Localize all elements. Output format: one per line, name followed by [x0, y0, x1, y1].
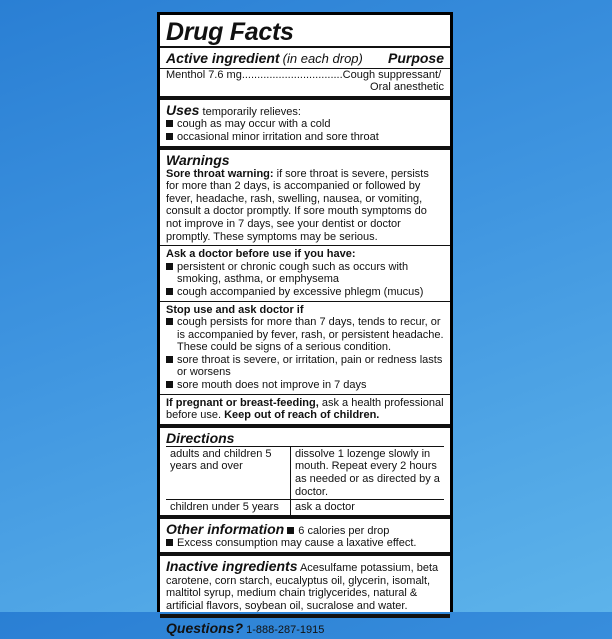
list-item: sore mouth does not improve in 7 days	[166, 379, 444, 392]
directions-table	[166, 446, 444, 515]
stop-use-heading: Stop use and ask doctor if	[166, 303, 304, 316]
bullet-square-icon	[166, 381, 173, 388]
drug-facts-panel	[157, 12, 453, 637]
questions-heading: Questions?	[166, 620, 244, 637]
other-information-heading: Other information	[166, 520, 285, 537]
questions-phone: 1-888-287-1915	[246, 624, 325, 637]
drug-facts-title: Drug Facts	[166, 18, 294, 46]
uses-intro: temporarily relieves:	[202, 105, 301, 118]
drug-facts-label	[160, 15, 450, 637]
inactive-ingredients-heading: Inactive ingredients	[166, 558, 298, 574]
stop-use-section	[160, 301, 450, 394]
warnings-section	[160, 146, 450, 246]
directions-section	[160, 424, 450, 515]
purpose-heading: Purpose	[387, 50, 444, 66]
table-row	[166, 446, 444, 499]
keep-out-of-reach: Keep out of reach of children.	[224, 409, 380, 422]
purpose-continuation: Oral anesthetic	[370, 81, 444, 94]
active-ingredient-section	[160, 46, 450, 96]
list-item: persistent or chronic cough such as occurs with smoking, asthma, or emphysema	[166, 261, 444, 286]
list-item: occasional minor irritation and sore throat	[166, 131, 444, 144]
bullet-square-icon	[166, 539, 173, 546]
table-cell: ask a doctor	[291, 500, 445, 515]
table-cell: children under 5 years	[166, 500, 291, 515]
bullet-square-icon	[166, 288, 173, 295]
bullet-square-icon	[166, 356, 173, 363]
active-ingredient-note: (in each drop)	[282, 51, 363, 66]
list-item: cough accompanied by excessive phlegm (mucus)	[166, 286, 444, 299]
directions-heading: Directions	[166, 429, 235, 446]
table-row	[166, 500, 444, 515]
list-item: sore throat is severe, or irritation, pain or redness lasts or worsens	[166, 354, 444, 379]
bullet-square-icon	[166, 120, 173, 127]
active-ingredient-heading: Active ingredient	[166, 50, 280, 66]
active-ingredient-line: Menthol 7.6 mg.................................Cough suppressant/	[166, 68, 442, 81]
bullet-square-icon	[166, 133, 173, 140]
list-item: cough as may occur with a cold	[166, 118, 444, 131]
uses-heading: Uses	[166, 101, 200, 118]
pregnancy-section: If pregnant or breast-feeding, ask a health professional before use. Keep out of reach of children.	[160, 394, 450, 424]
list-item: cough persists for more than 7 days, tends to recur, or is accompanied by fever, rash, or persistent headache. These could be signs of a serious condition.	[166, 316, 444, 354]
other-information-section: Other information 6 calories per drop Excess consumption may cause a laxative effect.	[160, 515, 450, 552]
table-cell: adults and children 5 years and over	[166, 446, 291, 499]
bullet-square-icon	[166, 318, 173, 325]
questions-section	[160, 614, 450, 639]
bullet-square-icon	[166, 263, 173, 270]
table-cell: dissolve 1 lozenge slowly in mouth. Repeat every 2 hours as needed or as directed by a doctor.	[295, 447, 440, 498]
list-item: Excess consumption may cause a laxative effect.	[166, 537, 444, 550]
bullet-square-icon	[287, 527, 294, 534]
sore-throat-warning: Sore throat warning: if sore throat is severe, persists for more than 2 days, is accompanied or followed by fever, headache, rash, swelling, nausea, or vomiting, consult a doctor promptly. If sore mouth symptoms do not improve in 7 days, see your dentist or doctor promptly. These symptoms may be serious.	[166, 167, 429, 243]
ask-doctor-heading: Ask a doctor before use if you have:	[166, 248, 356, 261]
inactive-ingredients-text: Acesulfame potassium, beta carotene, corn starch, eucalyptus oil, glycerin, isomalt, maltitol syrup, medium chain triglycerides, natural & artificial flavors, soybean oil, sucralose and water.	[166, 562, 439, 612]
inactive-ingredients-section	[160, 552, 450, 614]
ask-doctor-section	[160, 245, 450, 300]
warnings-heading: Warnings	[166, 151, 230, 168]
uses-section	[160, 96, 450, 146]
